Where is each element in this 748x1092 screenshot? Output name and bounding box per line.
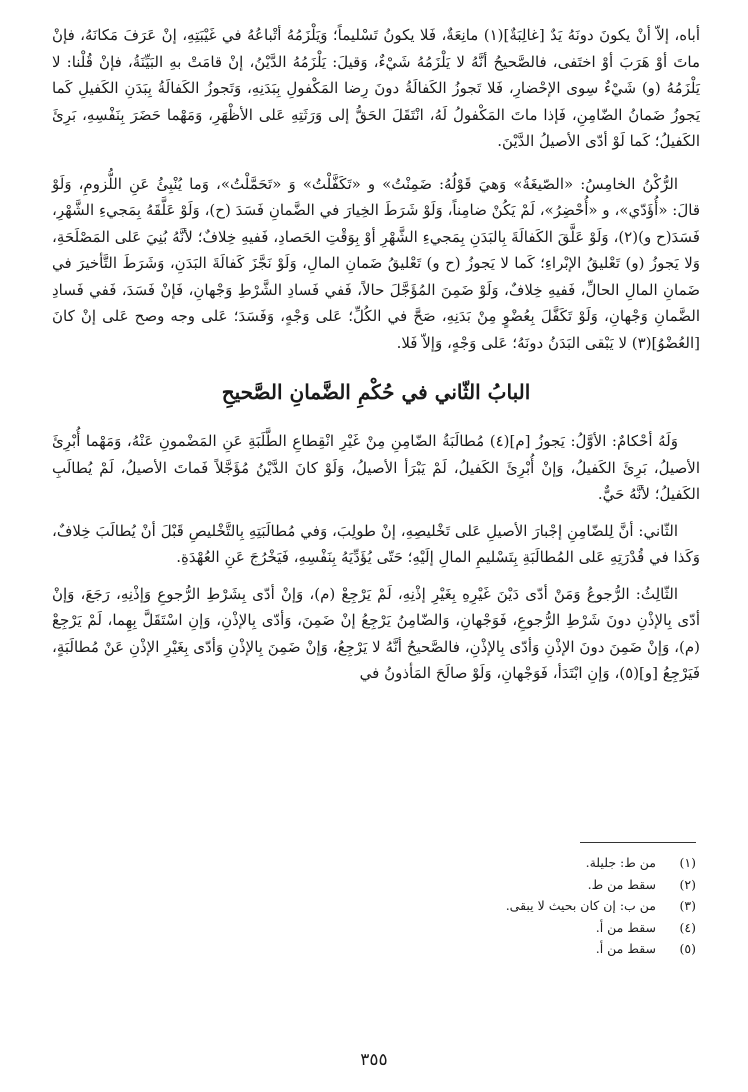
footnote-number: (٣): [679, 898, 696, 913]
paragraph-rulings-third: الثّالِثُ: الرُّجوعُ وَمَنْ أدّى دَيْنَ غَيْرِهِ بِغَيْرِ إذْنِهِ، لَمْ يَرْجِعْ (م)، وَإنْ أدّى بِشَرْطِ الرُّجوعِ وَإذْنِهِ، رَجَعَ، وَإنْ أدّى بِالإذْنِ دونَ شَرْطِ الرُّجوعِ، فَوَجْهانِ، وَالضّامِنُ يَرْجِعُ إنْ ضَمِنَ، وَأدّى بِالإذْنِ، وَإنِ اسْتَقَلَّ بِهِما، لَمْ يَرْجِعْ (م)، وَإنْ ضَمِنَ دونَ الإذْنِ وَأدّى بِالإذْنِ، فالصَّحيحُ أنَّهُ لا يَرْجِعُ، وَإنْ ضَمِنَ بِالإذْنِ وَأدّى بِغَيْرِ الإذْنِ عَنْ مُطالَبَةٍ، فَيَرْجِعُ [و](٥)، وَإنِ ابْتَدَأ، فَوَجْهانِ، وَلَوْ صالَحَ المَأذونُ في: [52, 584, 700, 682]
footnote-number: (١): [679, 855, 696, 870]
spacer: [52, 508, 700, 518]
spacer: [52, 161, 700, 171]
page-number: ٣٥٥: [360, 1050, 388, 1070]
chapter-heading: البابُ الثّاني في حُكْمِ الضَّمانِ الصَّحيحِ: [221, 380, 531, 404]
footnote-text: سقط من أ.: [595, 941, 656, 956]
footnote-text: سقط من أ.: [595, 919, 656, 935]
footnote-item: [48, 874, 696, 896]
paragraph-fifth-pillar: الرُّكْنُ الخامِسُ: «الصّيغَةُ» وَهيَ قَوْلُهُ: ضَمِنْتُ» و «تَكَفَّلْتُ» وَ «تَحَمَّلْتُ»، وَما يُنْبِئُ عَنِ اللُّزومِ، وَلَوْ قالَ: «أُؤَدّي»، و «أُحْضِرُ»، لَمْ يَكُنْ ضامِناً، وَلَوْ شَرَطَ الخِيارَ في الضَّمانِ فَسَدَ (ح)، وَلَوْ عَلَّقَهُ بِمَجيءِ الشَّهْرِ، فَسَدَ(ح و)(٢)، وَلَوْ عَلَّقَ الكَفالَةَ بِالبَدَنِ بِمَجيءِ الشَّهْرِ أوْ بِوَقْتِ الحَصادِ، فَفيهِ خِلافٌ؛ لأنَّهُ بُنِيَ عَلى المَصْلَحَةِ، وَلا يَجوزُ (و) تَعْليقُ الإبْراءِ؛ كَما لا يَجوزُ (ح و) تَعْليقُ ضَمانِ المالِ، وَلَوْ نَجَّزَ كَفالَةَ البَدَنِ، وَشَرَطَ التَّأخيرَ في ضَمانِ المالِ الحالِّ، فَفيهِ خِلافٌ، وَلَوْ ضَمِنَ المُؤَجَّلَ حالاً، فَفي فَسادِ الشَّرْطِ وَجْهانِ، فَإنْ فَسَدَ، فَفي فَسادِ الضَّمانِ وَجْهانِ، وَلَوْ تَكَفَّلَ بِعُضْوٍ مِنْ بَدَنِهِ، صَحَّ في الكُلِّ؛ عَلى وَجْهٍ، وَفَسَدَ؛ عَلى وجه وصح عَلى إنْ كانَ [العُضْوُ](٣) لا يَبْقى البَدَنُ دونَهُ؛ عَلى وَجْهٍ، وَإلاّ فَلا.: [52, 174, 700, 352]
footnote-number: (٢): [679, 876, 696, 892]
footnote-item: [48, 938, 696, 960]
spacer: [52, 571, 700, 581]
footnote-divider: [580, 842, 696, 843]
footnotes: [48, 852, 696, 960]
footnote-number: (٤): [679, 919, 696, 935]
footnote-number: (٥): [679, 941, 696, 956]
footnote-item: [48, 852, 696, 874]
footnote-item: [48, 917, 696, 939]
paragraph-rulings-second: الثّاني: أنَّ لِلضّامِنِ إجْبارَ الأصيلِ عَلى تَخْليصِهِ، إنْ طولِبَ، وَفي مُطالَبَتِهِ بِالتَّخْليصِ قَبْلَ أنْ يُطالَبَ خِلافٌ، وَكَذا في قُدْرَتِهِ عَلى المُطالَبَةِ بِتَسْليمِ المالِ إلَيْهِ؛ حَتّى يُؤَدِّيَهُ بِنَفْسِهِ، فَيَخْرُجَ عَنِ العُهْدَةِ.: [52, 521, 700, 566]
footnote-text: سقط من ط.: [587, 876, 656, 892]
footnote-text: من ب: إن كان بحيث لا يبقى.: [505, 898, 656, 913]
footnote-item: [48, 895, 696, 917]
page-body: [52, 22, 700, 687]
footnote-text: من ط: جليلة.: [585, 855, 656, 870]
paragraph-guarantee-continued: أباه، إلاّ أنْ يكونَ دونَهُ يَدٌ [غالِبَةٌ](١) مانِعَةٌ، فَلا يكونُ تَسْليماً؛ وَيَلْزَمُهُ أتْباعُهُ في غَيْبَتِهِ، إنْ عَرَفَ مَكانَهُ، فإنْ ماتَ أوْ هَرَبَ أوْ اختَفى، فالصَّحيحُ أنَّهُ لا يَلْزَمُهُ شَيْءٌ، وَقيلَ: يَلْزَمُهُ الدَّيْنُ، إنْ قامَتْ بهِ البَيِّنَةُ، فإنْ قُلْنا: لا يَلْزَمُهُ (و) شَيْءٌ سِوى الإحْضارِ، فَلا تَجوزُ الكَفالَةُ دونَ رِضا المَكْفولِ بِبَدَنِهِ، وَتَجوزُ الكَفالَةُ بِبَدَنِ الكَفيلِ كَما يَجوزُ ضَمانُ الضّامِنِ، فَإذا ماتَ المَكْفولُ لَهُ، انْتَقَلَ الحَقُّ إلى وَرَثَتِهِ عَلى الأظْهَرِ، وَمَهْما حَضَرَ بِنَفْسِهِ، بَرِئَ الكَفيلُ؛ كَما لَوْ أدّى الأصيلُ الدَّيْنَ.: [52, 26, 700, 150]
paragraph-rulings-first: وَلَهُ أحْكامٌ: الأوَّلُ: يَجوزُ [م](٤) مُطالَبَةُ الضّامِنِ مِنْ غَيْرِ انْقِطاعِ الطَّلَبَةِ عَنِ المَضْمونِ عَنْهُ، وَمَهْما أُبْرِئَ الأصيلُ، بَرِئَ الكَفيلُ، وَإنْ أُبْرِئَ الكَفيلُ، لَمْ يَبْرَأ الأصيلُ، وَلَوْ كانَ الدَّيْنُ مُؤَجَّلاً فَماتَ الأصيلُ، لَمْ يُطالَبِ الكَفيلُ؛ لأنَّهُ حَيٌّ.: [52, 432, 700, 503]
